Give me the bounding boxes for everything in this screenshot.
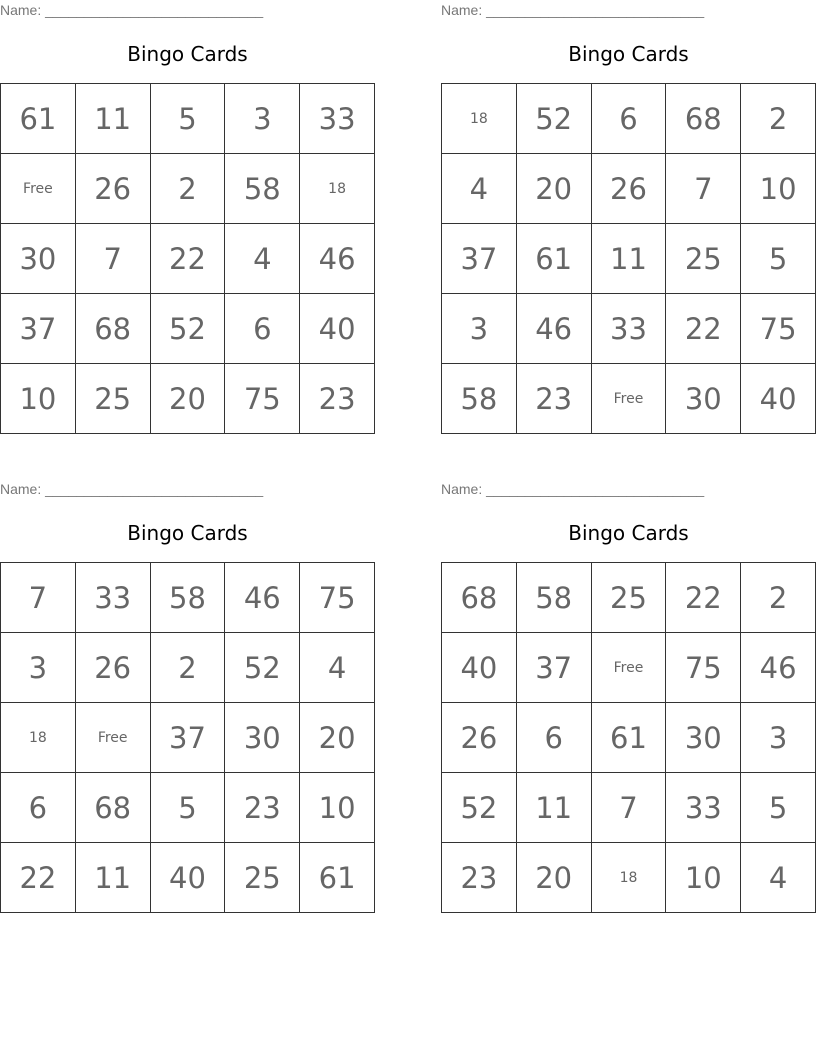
bingo-cell: 46 <box>225 563 300 633</box>
card-title: Bingo Cards <box>568 42 689 66</box>
bingo-grid <box>441 562 816 913</box>
bingo-cell: 33 <box>300 84 375 154</box>
grid-row <box>1 294 375 364</box>
grid-row <box>1 773 375 843</box>
bingo-cell: 3 <box>1 633 76 703</box>
name-label: Name: ____________________________ <box>0 2 264 18</box>
bingo-cell: 22 <box>1 843 76 913</box>
bingo-cell: 37 <box>442 224 517 294</box>
bingo-cell: 3 <box>442 294 517 364</box>
bingo-cell: 4 <box>442 154 517 224</box>
bingo-cell: 5 <box>741 773 816 843</box>
bingo-cell: 61 <box>591 703 666 773</box>
free-space-cell: Free <box>75 703 150 773</box>
grid-row <box>442 703 816 773</box>
bingo-cell: 4 <box>300 633 375 703</box>
bingo-cell: 7 <box>75 224 150 294</box>
grid-row <box>442 633 816 703</box>
bingo-cell: 26 <box>591 154 666 224</box>
bingo-cell: 52 <box>150 294 225 364</box>
bingo-cell: 18 <box>1 703 76 773</box>
bingo-cell: 23 <box>516 364 591 434</box>
bingo-cell: 20 <box>150 364 225 434</box>
bingo-cell: 58 <box>516 563 591 633</box>
grid-row <box>442 843 816 913</box>
bingo-cell: 4 <box>741 843 816 913</box>
bingo-cell: 11 <box>75 843 150 913</box>
bingo-cell: 61 <box>516 224 591 294</box>
name-label: Name: ____________________________ <box>441 481 705 497</box>
bingo-cell: 5 <box>741 224 816 294</box>
bingo-cell: 10 <box>1 364 76 434</box>
bingo-cell: 23 <box>225 773 300 843</box>
bingo-cell: 18 <box>300 154 375 224</box>
bingo-cell: 46 <box>741 633 816 703</box>
bingo-cell: 2 <box>741 84 816 154</box>
free-space-cell: Free <box>591 633 666 703</box>
bingo-cell: 2 <box>150 154 225 224</box>
bingo-cell: 58 <box>150 563 225 633</box>
bingo-cell: 26 <box>75 633 150 703</box>
bingo-cell: 6 <box>225 294 300 364</box>
bingo-cell: 6 <box>516 703 591 773</box>
grid-row <box>1 633 375 703</box>
bingo-cell: 23 <box>442 843 517 913</box>
bingo-cell: 37 <box>1 294 76 364</box>
bingo-cell: 26 <box>75 154 150 224</box>
bingo-cell: 61 <box>1 84 76 154</box>
name-label: Name: ____________________________ <box>0 481 264 497</box>
bingo-cell: 52 <box>225 633 300 703</box>
grid-row <box>1 563 375 633</box>
bingo-cell: 20 <box>516 843 591 913</box>
grid-row <box>1 154 375 224</box>
bingo-cell: 2 <box>741 563 816 633</box>
bingo-cell: 18 <box>442 84 517 154</box>
bingo-cell: 7 <box>1 563 76 633</box>
bingo-cell: 22 <box>150 224 225 294</box>
card-title: Bingo Cards <box>127 42 248 66</box>
card-title: Bingo Cards <box>127 521 248 545</box>
bingo-cell: 4 <box>225 224 300 294</box>
bingo-cell: 33 <box>75 563 150 633</box>
bingo-cell: 30 <box>225 703 300 773</box>
bingo-cell: 30 <box>666 364 741 434</box>
bingo-cell: 6 <box>1 773 76 843</box>
bingo-cell: 5 <box>150 84 225 154</box>
bingo-cell: 7 <box>591 773 666 843</box>
bingo-cell: 75 <box>300 563 375 633</box>
grid-row <box>442 224 816 294</box>
bingo-cell: 75 <box>741 294 816 364</box>
bingo-cell: 20 <box>300 703 375 773</box>
bingo-cell: 10 <box>666 843 741 913</box>
bingo-cell: 22 <box>666 563 741 633</box>
bingo-cell: 37 <box>150 703 225 773</box>
name-label: Name: ____________________________ <box>441 2 705 18</box>
grid-row <box>1 224 375 294</box>
bingo-cell: 23 <box>300 364 375 434</box>
card-title: Bingo Cards <box>568 521 689 545</box>
bingo-cell: 68 <box>442 563 517 633</box>
bingo-cell: 40 <box>442 633 517 703</box>
bingo-cell: 5 <box>150 773 225 843</box>
bingo-cell: 25 <box>666 224 741 294</box>
bingo-cell: 3 <box>225 84 300 154</box>
bingo-cell: 46 <box>516 294 591 364</box>
grid-row <box>442 154 816 224</box>
bingo-cell: 52 <box>442 773 517 843</box>
grid-row <box>442 294 816 364</box>
bingo-cell: 26 <box>442 703 517 773</box>
bingo-cell: 10 <box>741 154 816 224</box>
bingo-cell: 18 <box>591 843 666 913</box>
bingo-cell: 33 <box>666 773 741 843</box>
bingo-cell: 61 <box>300 843 375 913</box>
bingo-cell: 52 <box>516 84 591 154</box>
bingo-cell: 11 <box>591 224 666 294</box>
bingo-grid <box>0 562 375 913</box>
grid-row <box>1 364 375 434</box>
bingo-cell: 25 <box>75 364 150 434</box>
bingo-cell: 46 <box>300 224 375 294</box>
bingo-cell: 68 <box>75 773 150 843</box>
bingo-cell: 11 <box>516 773 591 843</box>
bingo-cell: 58 <box>442 364 517 434</box>
bingo-cell: 40 <box>150 843 225 913</box>
bingo-cell: 25 <box>591 563 666 633</box>
bingo-cell: 75 <box>225 364 300 434</box>
grid-row <box>442 773 816 843</box>
bingo-cell: 33 <box>591 294 666 364</box>
bingo-cell: 11 <box>75 84 150 154</box>
bingo-grid <box>441 83 816 434</box>
bingo-cell: 6 <box>591 84 666 154</box>
bingo-grid <box>0 83 375 434</box>
bingo-cell: 68 <box>75 294 150 364</box>
grid-row <box>442 563 816 633</box>
grid-row <box>1 703 375 773</box>
bingo-cell: 2 <box>150 633 225 703</box>
free-space-cell: Free <box>591 364 666 434</box>
bingo-cell: 20 <box>516 154 591 224</box>
grid-row <box>442 84 816 154</box>
bingo-cell: 3 <box>741 703 816 773</box>
bingo-cell: 40 <box>300 294 375 364</box>
grid-row <box>1 843 375 913</box>
bingo-cell: 22 <box>666 294 741 364</box>
bingo-cell: 30 <box>1 224 76 294</box>
bingo-cell: 30 <box>666 703 741 773</box>
bingo-cell: 58 <box>225 154 300 224</box>
bingo-cell: 10 <box>300 773 375 843</box>
bingo-cell: 68 <box>666 84 741 154</box>
bingo-cell: 7 <box>666 154 741 224</box>
bingo-cell: 37 <box>516 633 591 703</box>
bingo-cell: 40 <box>741 364 816 434</box>
bingo-cell: 25 <box>225 843 300 913</box>
bingo-cell: 75 <box>666 633 741 703</box>
free-space-cell: Free <box>1 154 76 224</box>
grid-row <box>442 364 816 434</box>
grid-row <box>1 84 375 154</box>
